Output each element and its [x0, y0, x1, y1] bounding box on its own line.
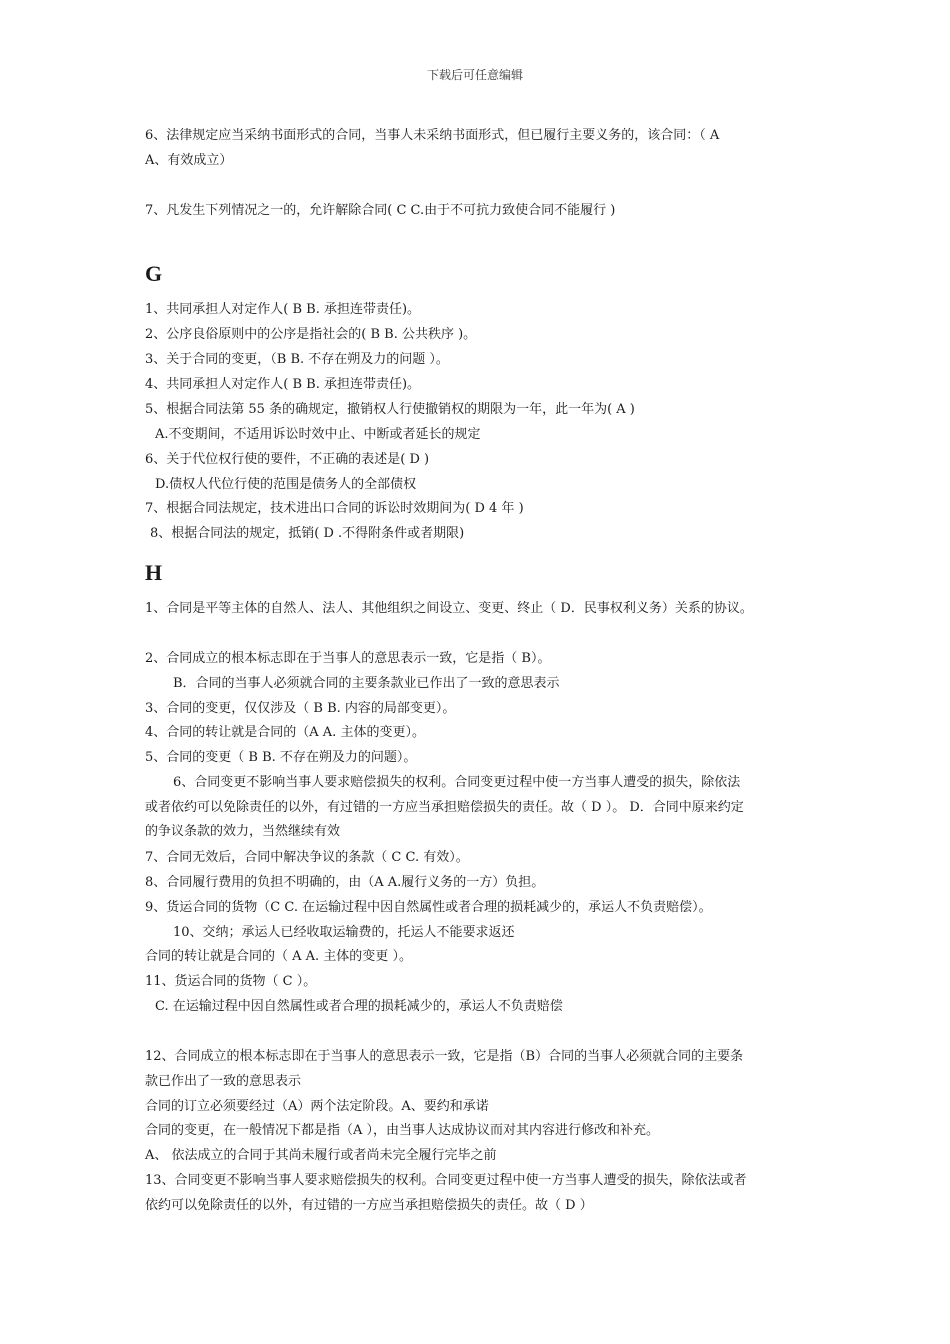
text-line: 6、法律规定应当采纳书面形式的合同，当事人未采纳书面形式，但已履行主要义务的，该合同：（ A	[145, 128, 720, 143]
text-line: 12、合同成立的根本标志即在于当事人的意思表示一致，它是指（B）合同的当事人必须就合同的主要条	[145, 1049, 744, 1064]
text-line: 5、根据合同法第 55 条的确规定，撤销权人行使撤销权的期限为一年，此一年为( A )	[145, 402, 635, 417]
page-header: 下载后可任意编辑	[426, 68, 523, 82]
text-line: 4、合同的转让就是合同的（A A. 主体的变更）。	[145, 725, 425, 740]
text-line: 5、合同的变更（ B B. 不存在朔及力的问题）。	[145, 750, 417, 765]
text-line: 款已作出了一致的意思表示	[145, 1074, 302, 1089]
text-line: B．合同的当事人必须就合同的主要条款业已作出了一致的意思表示	[173, 676, 560, 691]
text-line: 13、合同变更不影响当事人要求赔偿损失的权利。合同变更过程中使一方当事人遭受的损失，除依法或者	[145, 1173, 747, 1188]
text-line: 7、合同无效后，合同中解决争议的条款（ C C. 有效）。	[145, 850, 469, 865]
text-line: 7、凡发生下列情况之一的，允许解除合同( C C.由于不可抗力致使合同不能履行 )	[145, 203, 616, 218]
text-line: 9、货运合同的货物（C C. 在运输过程中因自然属性或者合理的损耗减少的，承运人不负责赔偿）。	[145, 900, 712, 915]
text-line: 11、货运合同的货物（ C ）。	[145, 974, 317, 989]
text-line: 2、合同成立的根本标志即在于当事人的意思表示一致，它是指（ B）。	[145, 651, 551, 666]
section-heading-h: H	[145, 560, 163, 585]
text-line: 8、合同履行费用的负担不明确的，由（A A.履行义务的一方）负担。	[145, 875, 545, 890]
text-line: 4、共同承担人对定作人( B B. 承担连带责任)。	[145, 377, 421, 392]
text-line: 7、根据合同法规定，技术进出口合同的诉讼时效期间为( D 4 年 )	[145, 501, 524, 516]
text-line: A、 依法成立的合同于其尚未履行或者尚未完全履行完毕之前	[145, 1148, 497, 1163]
text-line: 3、关于合同的变更，（B B. 不存在朔及力的问题 ）。	[145, 352, 449, 367]
text-line: 合同的订立必须要经过（A）两个法定阶段。A、要约和承诺	[145, 1099, 489, 1114]
section-heading-g: G	[145, 261, 163, 286]
text-line: C. 在运输过程中因自然属性或者合理的损耗减少的，承运人不负责赔偿	[155, 999, 563, 1014]
text-line: 10、交纳；承运人已经收取运输费的，托运人不能要求返还	[173, 925, 515, 940]
text-line: 合同的转让就是合同的（ A A. 主体的变更 ）。	[145, 949, 412, 964]
text-line: 8、根据合同法的规定，抵销( D .不得附条件或者期限)	[150, 526, 465, 541]
text-line: 1、合同是平等主体的自然人、法人、其他组织之间设立、变更、终止（ D．民事权利义务）关系的协议。	[145, 601, 753, 616]
text-line: A.不变期间，不适用诉讼时效中止、中断或者延长的规定	[155, 427, 481, 442]
text-line: 3、合同的变更，仅仅涉及（ B B. 内容的局部变更）。	[145, 701, 456, 716]
text-line: 合同的变更，在一般情况下都是指（A ），由当事人达成协议而对其内容进行修改和补充。	[145, 1123, 660, 1138]
text-line: 1、共同承担人对定作人( B B. 承担连带责任)。	[145, 302, 421, 317]
text-line: A、有效成立）	[145, 153, 233, 168]
text-line: 2、公序良俗原则中的公序是指社会的( B B. 公共秩序 )。	[145, 327, 477, 342]
text-line: 的争议条款的效力，当然继续有效	[145, 824, 341, 839]
text-line: 6、关于代位权行使的要件，不正确的表述是( D )	[145, 452, 430, 467]
text-line: 依约可以免除责任的以外，有过错的一方应当承担赔偿损失的责任。故（ D ）	[145, 1198, 593, 1213]
text-line: 6、合同变更不影响当事人要求赔偿损失的权利。合同变更过程中使一方当事人遭受的损失，除依法	[173, 775, 741, 790]
text-line: D.债权人代位行使的范围是债务人的全部债权	[155, 477, 417, 492]
text-line: 或者依约可以免除责任的以外，有过错的一方应当承担赔偿损失的责任。故（ D ）。 D．合同中原来约定	[145, 800, 744, 815]
